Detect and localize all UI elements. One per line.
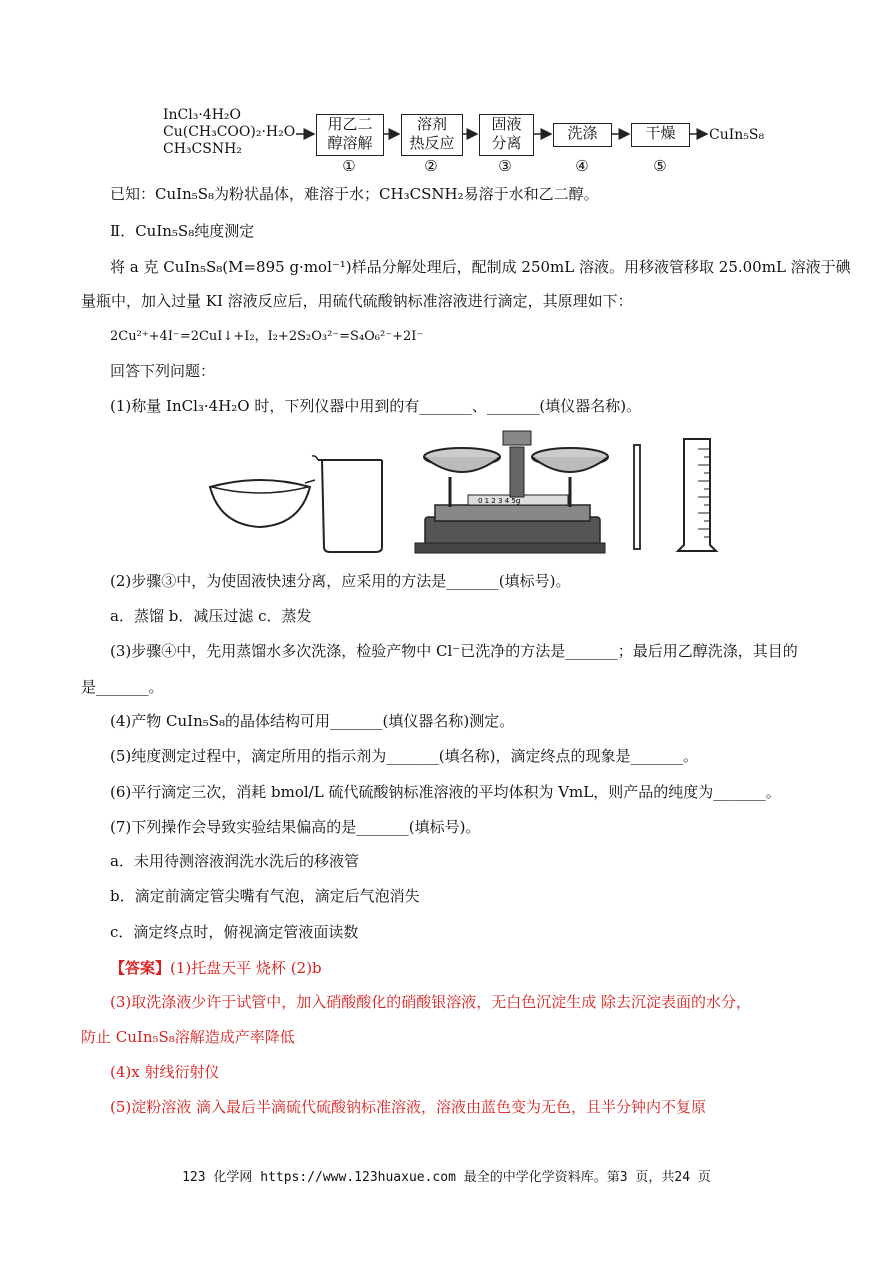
step-box-5: 干燥 xyxy=(631,123,690,147)
question-4: (4)产物 CuIn₅S₈的晶体结构可用_______(填仪器名称)测定。 xyxy=(110,712,515,730)
paragraph-line-1: 将 a 克 CuIn₅S₈(M=895 g·mol⁻¹)样品分解处理后，配制成 250mL 溶液。用移液管移取 25.00mL 溶液于碘 xyxy=(110,258,851,276)
answer-prompt: 回答下列问题： xyxy=(110,362,216,380)
question-1: (1)称量 InCl₃·4H₂O 时，下列仪器中用到的有_______、_______(填仪器名称)。 xyxy=(110,397,642,415)
balance-scale-icon xyxy=(415,431,608,553)
step-num-3: ③ xyxy=(498,157,512,175)
apparatus-figure xyxy=(200,425,720,560)
step-num-2: ② xyxy=(424,157,438,175)
beaker-icon xyxy=(312,456,382,552)
answer-3-line-2: 防止 CuIn₅S₈溶解造成产率降低 xyxy=(81,1028,295,1046)
graduated-cylinder-icon xyxy=(678,439,716,551)
glass-rod-icon xyxy=(634,445,640,549)
step-box-4: 洗涤 xyxy=(553,123,612,147)
step-box-1: 用乙二 醇溶解 xyxy=(316,114,384,156)
answer-line-1 xyxy=(110,958,322,978)
step-box-3: 固液 分离 xyxy=(479,114,534,156)
reactant-3: CH₃CSNH₂ xyxy=(163,141,242,157)
question-7-option-a: a．未用待测溶液润洗水洗后的移液管 xyxy=(110,852,359,870)
step-box-2: 溶剂 热反应 xyxy=(401,114,463,156)
known-info: 已知：CuIn₅S₈为粉状晶体，难溶于水；CH₃CSNH₂易溶于水和乙二醇。 xyxy=(110,185,599,203)
answer-1-2: (1)托盘天平 烧杯 (2)b xyxy=(170,959,322,977)
question-3-line-1: (3)步骤④中，先用蒸馏水多次洗涤，检验产物中 Cl⁻已洗净的方法是_______；最后用乙醇洗涤，其目的 xyxy=(110,642,798,660)
question-7-option-b: b．滴定前滴定管尖嘴有气泡，滴定后气泡消失 xyxy=(110,887,420,905)
step-num-4: ④ xyxy=(575,157,589,175)
question-3-line-2: 是_______。 xyxy=(81,678,164,696)
step-num-1: ① xyxy=(342,157,356,175)
section-heading: Ⅱ．CuIn₅S₈纯度测定 xyxy=(110,222,255,240)
product-label: CuIn₅S₈ xyxy=(709,127,765,143)
answer-5: (5)淀粉溶液 滴入最后半滴硫代硫酸钠标准溶液，溶液由蓝色变为无色，且半分钟内不复原 xyxy=(110,1098,707,1116)
question-2-options: a．蒸馏 b．减压过滤 c．蒸发 xyxy=(110,607,312,625)
reactant-1: InCl₃·4H₂O xyxy=(163,107,242,123)
evaporating-dish-icon xyxy=(210,480,315,527)
step-num-5: ⑤ xyxy=(653,157,667,175)
question-5: (5)纯度测定过程中，滴定所用的指示剂为_______(填名称)，滴定终点的现象是_______。 xyxy=(110,747,698,765)
question-7: (7)下列操作会导致实验结果偏高的是_______(填标号)。 xyxy=(110,818,481,836)
page-footer: 123 化学网 https://www.123huaxue.com 最全的中学化学资料库。第3 页，共24 页 xyxy=(182,1170,711,1185)
paragraph-line-2: 量瓶中，加入过量 KI 溶液反应后，用硫代硫酸钠标准溶液进行滴定，其原理如下： xyxy=(81,292,633,310)
question-6: (6)平行滴定三次，消耗 bmol/L 硫代硫酸钠标准溶液的平均体积为 VmL，则产品的纯度为_______。 xyxy=(110,783,781,801)
scale-ruler-text: 0 1 2 3 4 5g xyxy=(478,497,521,505)
question-7-option-c: c．滴定终点时，俯视滴定管液面读数 xyxy=(110,923,359,941)
question-2: (2)步骤③中，为使固液快速分离，应采用的方法是_______(填标号)。 xyxy=(110,572,571,590)
reactant-2: Cu(CH₃COO)₂·H₂O xyxy=(163,124,296,140)
answer-3-line-1: (3)取洗涤液少许于试管中，加入硝酸酸化的硝酸银溶液，无白色沉淀生成 除去沉淀表面的水分， xyxy=(110,993,752,1011)
reaction-equation: 2Cu²⁺+4I⁻=2CuI↓+I₂，I₂+2S₂O₃²⁻=S₄O₆²⁻+2I⁻ xyxy=(110,329,424,344)
answer-4: (4)x 射线衍射仪 xyxy=(110,1063,220,1081)
answer-tag: 【答案】 xyxy=(110,959,171,977)
